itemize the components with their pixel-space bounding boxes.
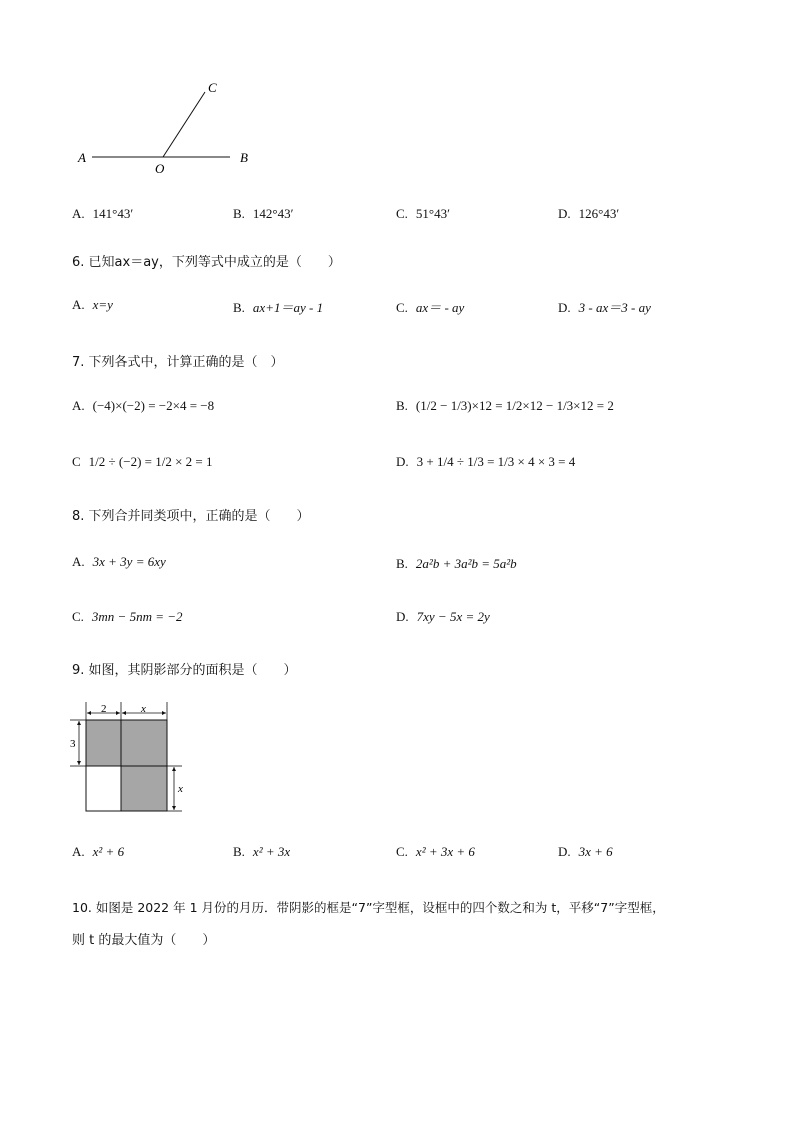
angle-figure [70,75,270,180]
label-O: O [155,161,165,176]
q8-option-c: C. 3mn − 5nm = −2 [72,609,183,624]
dim-h1: 3 [70,738,76,750]
q10-stem-line1: 10. 如图是 2022 年 1 月份的月历．带阴影的框是“7”字型框，设框中的四个数之和为 t，平移“7”字型框， [72,900,665,915]
q10-stem-line2: 则 t 的最大值为（ ） [72,933,216,948]
q7-stem: 7. 下列各式中，计算正确的是（ ） [72,355,284,370]
dim-w1: 2 [101,703,107,715]
q5-option-a: A. 141°43′ [72,206,134,221]
q6-option-c: C. ax＝ - ay [396,300,465,315]
q6-option-d: D. 3 - ax＝3 - ay [558,300,651,315]
q5-option-d: D. 126°43′ [558,206,620,221]
q6-stem: 6. 已知ax＝ay，下列等式中成立的是（ ） [72,255,341,270]
shaded-bottom-right [121,766,167,811]
shaded-top-left [86,720,121,766]
q7-option-c: C 1/2 ÷ (−2) = 1/2 × 2 = 1 [72,454,213,469]
shaded-top-right [121,720,167,766]
q9-stem: 9. 如图，其阴影部分的面积是（ ） [72,663,297,678]
shaded-rectangle-figure [68,700,198,820]
q8-stem: 8. 下列合并同类项中，正确的是（ ） [72,509,310,524]
q7-option-a: A. (−4)×(−2) = −2×4 = −8 [72,398,215,413]
q6-option-b: B. ax+1＝ay - 1 [233,300,324,315]
q9-option-c: C. x² + 3x + 6 [396,844,475,859]
q6-option-a: A. x=y [72,297,113,312]
q7-option-d: D. 3 + 1/4 ÷ 1/3 = 1/3 × 4 × 3 = 4 [396,454,576,469]
q9-option-b: B. x² + 3x [233,844,291,859]
q5-option-b: B. 142°43′ [233,206,294,221]
label-C: C [208,80,217,95]
q5-option-c: C. 51°43′ [396,206,450,221]
label-B: B [240,150,248,165]
label-A: A [78,150,86,165]
dim-h2: x [178,783,183,795]
dim-w2: x [141,703,146,715]
q7-option-b: B. (1/2 − 1/3)×12 = 1/2×12 − 1/3×12 = 2 [396,398,614,413]
q8-option-d: D. 7xy − 5x = 2y [396,609,490,624]
q9-option-d: D. 3x + 6 [558,844,613,859]
q8-option-a: A. 3x + 3y = 6xy [72,554,166,569]
q8-option-b: B. 2a²b + 3a²b = 5a²b [396,556,517,571]
q9-option-a: A. x² + 6 [72,844,125,859]
